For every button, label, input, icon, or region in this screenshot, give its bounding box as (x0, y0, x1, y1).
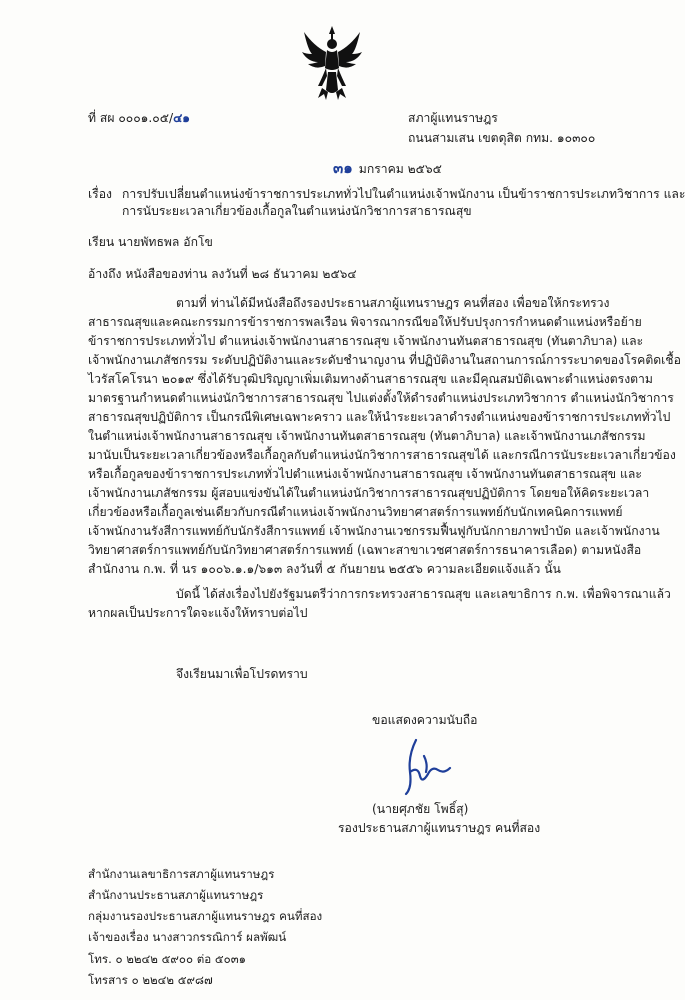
body-line: มานับเป็นระยะเวลาเกี่ยวข้องหรือเกื้อกูลกับตำแหน่งนักวิชาการสาธารณสุขได้ และกรณีการนับระยะเวลาเกี่ยวข้อง (88, 448, 676, 462)
footer-line: สำนักงานประธานสภาผู้แทนราษฎร (88, 888, 264, 902)
signature-regards: ขอแสดงความนับถือ (372, 713, 478, 727)
signatory-name: (นายศุภชัย โพธิ์สุ) (372, 802, 469, 816)
subject-label: เรื่อง (88, 187, 112, 201)
body-line: หากผลเป็นประการใดจะแจ้งให้ทราบต่อไป (88, 606, 308, 620)
reference-to: อ้างถึง หนังสือของท่าน ลงวันที่ ๒๘ ธันวาคม ๒๕๖๔ (88, 267, 357, 281)
letter-date (333, 160, 442, 177)
organization-name: สภาผู้แทนราษฎร (408, 111, 498, 125)
footer-line: กลุ่มงานรองประธานสภาผู้แทนราษฎร คนที่สอง (88, 909, 323, 923)
date-day-handwritten: ๓๑ (333, 159, 353, 177)
handwritten-signature-icon (398, 736, 458, 796)
body-line: เจ้าพนักงานเภสัชกรรม ระดับปฏิบัติงานและระดับชำนาญงาน ที่ปฏิบัติงานในสถานการณ์การระบาดของโรคติดเชื้อ (88, 353, 681, 367)
footer-line: เจ้าของเรื่อง นางสาวกรรณิการ์ ผลพัฒน์ (88, 930, 287, 944)
body-line: ไวรัสโคโรนา ๒๐๑๙ ซึ่งได้รับวุฒิปริญญาเพิ่มเติมทางด้านสาธารณสุข และมีคุณสมบัติเฉพาะตำแหน่งตรงตาม (88, 372, 653, 386)
body-line: สาธารณสุขและคณะกรรมการข้าราชการพลเรือน พิจารณากรณีขอให้ปรับปรุงการกำหนดตำแหน่งหรือย้าย (88, 315, 642, 329)
footer-line: สำนักงานเลขาธิการสภาผู้แทนราษฎร (88, 867, 275, 881)
body-line: วิทยาศาสตร์การแพทย์กับนักวิทยาศาสตร์การแพทย์ (เฉพาะสาขาเวชศาสตร์การธนาคารเลือด) ตามหนังสือ (88, 543, 642, 557)
body-line: สาธารณสุขปฏิบัติการ เป็นกรณีพิเศษเฉพาะคราว และให้นำระยะเวลาดำรงตำแหน่งของข้าราชการประเภททั่วไป (88, 410, 671, 424)
footer-line: โทรสาร ๐ ๒๒๔๒ ๕๙๘๗ (88, 973, 213, 987)
body-line: เจ้าพนักงานรังสีการแพทย์กับนักรังสีการแพทย์ เจ้าพนักงานเวชกรรมฟื้นฟูกับนักกายภาพบำบัด และเจ้าพนักงาน (88, 524, 660, 538)
body-line: หรือเกื้อกูลของข้าราชการประเภททั่วไปตำแหน่งเจ้าพนักงานสาธารณสุข เจ้าพนักงานทันตสาธารณสุข และ (88, 467, 642, 481)
signatory-position: รองประธานสภาผู้แทนราษฎร คนที่สอง (338, 821, 541, 835)
body-line: ในตำแหน่งเจ้าพนักงานสาธารณสุข เจ้าพนักงานทันตสาธารณสุข (ทันตาภิบาล) และเจ้าพนักงานเภสัชกรรม (88, 429, 646, 443)
date-month-year: มกราคม ๒๕๖๕ (358, 162, 442, 176)
reference-number-handwritten: ๔๑ (173, 111, 191, 125)
body-line: สำนักงาน ก.พ. ที่ นร ๑๐๐๖.๑.๑/๖๑๓ ลงวันที่ ๕ กันยายน ๒๕๕๖ ความละเอียดแจ้งแล้ว นั้น (88, 562, 561, 576)
letter-body (88, 294, 681, 623)
body-line: บัดนี้ ได้ส่งเรื่องไปยังรัฐมนตรีว่าการกระทรวงสาธารณสุข และเลขาธิการ ก.พ. เพื่อพิจารณาแล้ว (176, 587, 671, 601)
body-line: เกี่ยวข้องหรือเกื้อกูลเช่นเดียวกับกรณีตำแหน่งเจ้าพนักงานวิทยาศาสตร์การแพทย์กับนักเทคนิคการแพทย์ (88, 505, 623, 519)
salutation: เรียน นายพัทธพล อักโข (88, 235, 213, 249)
body-line: ตามที่ ท่านได้มีหนังสือถึงรองประธานสภาผู้แทนราษฎร คนที่สอง เพื่อขอให้กระทรวง (176, 296, 610, 310)
subject-line-1: การปรับเปลี่ยนตำแหน่งข้าราชการประเภททั่วไปในตำแหน่งเจ้าพนักงาน เป็นข้าราชการประเภทวิชาการ และ (122, 187, 685, 201)
closing-line: จึงเรียนมาเพื่อโปรดทราบ (176, 667, 308, 681)
organization-address: ถนนสามเสน เขตดุสิต กทม. ๑๐๓๐๐ (408, 131, 596, 145)
footer-line: โทร. ๐ ๒๒๔๒ ๕๙๐๐ ต่อ ๕๐๓๑ (88, 952, 247, 966)
garuda-emblem-icon (300, 24, 364, 102)
body-line: ข้าราชการประเภททั่วไป ตำแหน่งเจ้าพนักงานสาธารณสุข เจ้าพนักงานทันตสาธารณสุข (ทันตาภิบาล) และ (88, 334, 644, 348)
reference-number-label: ที่ สผ ๐๐๐๑.๐๕/ (88, 111, 174, 125)
reference-number (88, 110, 190, 126)
subject-line-2: การนับระยะเวลาเกี่ยวข้องเกื้อกูลในตำแหน่งนักวิชาการสาธารณสุข (122, 204, 472, 218)
body-line: เจ้าพนักงานเภสัชกรรม ผู้สอบแข่งขันได้ในตำแหน่งนักวิชาการสาธารณสุขปฏิบัติการ โดยขอให้คิดระยะเวลา (88, 486, 650, 500)
body-line: มาตรฐานกำหนดตำแหน่งนักวิชาการสาธารณสุข ไปแต่งตั้งให้ดำรงตำแหน่งประเภทวิชาการ ตำแหน่งนักวิชาการ (88, 391, 674, 405)
